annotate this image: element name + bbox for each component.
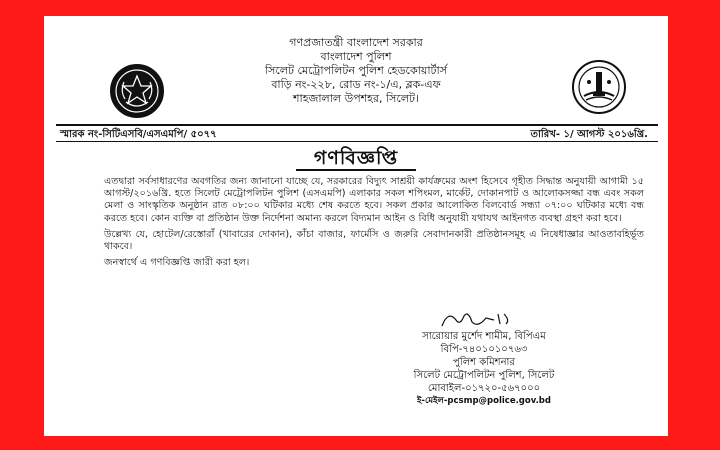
divider bbox=[56, 141, 658, 142]
signatory-email: ই-মেইল-pcsmp@police.gov.bd bbox=[417, 396, 551, 406]
notice-body bbox=[104, 176, 644, 273]
signatory-bp-number: বিপি-৭৪০১০১০৭৬৩ bbox=[440, 344, 528, 355]
body-paragraph: উল্লেখ্য যে, হোটেল/রেস্তোরাঁ (খাবারের দোকান), কাঁচা বাজার, ফার্মেসি ও জরুরি সেবাদানকারী প্রতিষ্ঠানসমূহ এ নিষেধাজ্ঞার আওতাবহির্ভূত থাকবে। bbox=[104, 228, 644, 253]
issue-date: তারিখ- ১/ আগস্ট ২০১৬খ্রি. bbox=[530, 129, 648, 140]
letterhead bbox=[194, 36, 518, 106]
notice-document bbox=[44, 16, 668, 436]
letterhead-line: গণপ্রজাতন্ত্রী বাংলাদেশ সরকার bbox=[289, 36, 423, 49]
notice-title: গণবিজ্ঞপ্তি bbox=[313, 147, 399, 169]
title-underline bbox=[296, 169, 416, 171]
divider bbox=[56, 124, 658, 126]
body-paragraph: জনস্বার্থে এ গণবিজ্ঞপ্তি জারী করা হল। bbox=[104, 257, 250, 269]
body-paragraph: এতদ্বারা সর্বসাধারণের অবগতির জন্য জানানো যাচ্ছে যে, সরকারের বিদ্যুৎ সাশ্রয়ী কার্যক্রমের অংশ হিসেবে গৃহীত সিদ্ধান্ত অনুযায়ী আগামী ১৫ আগস্ট/২০১৬খ্রি. হতে সিলেট মেট্রোপলিটন পুলিশ (এসএমপি) এলাকার সকল শপিংমল, মার্কেট, দোকানপাট ও আলোকসজ্জা বন্ধ এবং সকল মেলা ও সাংস্কৃতিক অনুষ্ঠান রাত ০৮:০০ ঘটিকার মধ্যে শেষ করতে হবে। সকল প্রকার আলোকিত বিলবোর্ড সন্ধ্যা ০৭:০০ ঘটিকার মধ্যে বন্ধ করতে হবে। কোন ব্যক্তি বা প্রতিষ্ঠান উক্ত নির্দেশনা অমান্য করলে বিদ্যমান আইন ও বিধি অনুযায়ী যথাযথ আইনগত ব্যবস্থা গ্রহণ করা হবে। bbox=[104, 176, 644, 224]
smp-logo-icon bbox=[572, 60, 626, 114]
letterhead-line: শাহজালাল উপশহর, সিলেট। bbox=[293, 92, 419, 105]
signature-block bbox=[344, 308, 624, 408]
letterhead-line: বাড়ি নং-২২৮, রোড নং-১/এ, ব্লক-এফ bbox=[271, 78, 441, 91]
letterhead-line: সিলেট মেট্রোপলিটন পুলিশ হেডকোয়ার্টার্স bbox=[265, 64, 447, 77]
signatory-mobile: মোবাইল-০১৭২০-৫৬৭০০০ bbox=[427, 383, 541, 394]
letterhead-line: বাংলাদেশ পুলিশ bbox=[320, 50, 392, 63]
signatory-name: সারোয়ার মুর্শেদ শামীম, বিপিএম bbox=[422, 331, 546, 342]
signatory-designation: পুলিশ কমিশনার bbox=[453, 357, 515, 368]
reference-number: স্মারক নং-সিটিএসবি/এসএমপি/ ৫০৭৭ bbox=[60, 129, 217, 140]
signatory-office: সিলেট মেট্রোপলিটন পুলিশ, সিলেট bbox=[413, 370, 555, 381]
handwritten-signature bbox=[344, 308, 624, 330]
police-emblem-icon bbox=[110, 64, 164, 118]
